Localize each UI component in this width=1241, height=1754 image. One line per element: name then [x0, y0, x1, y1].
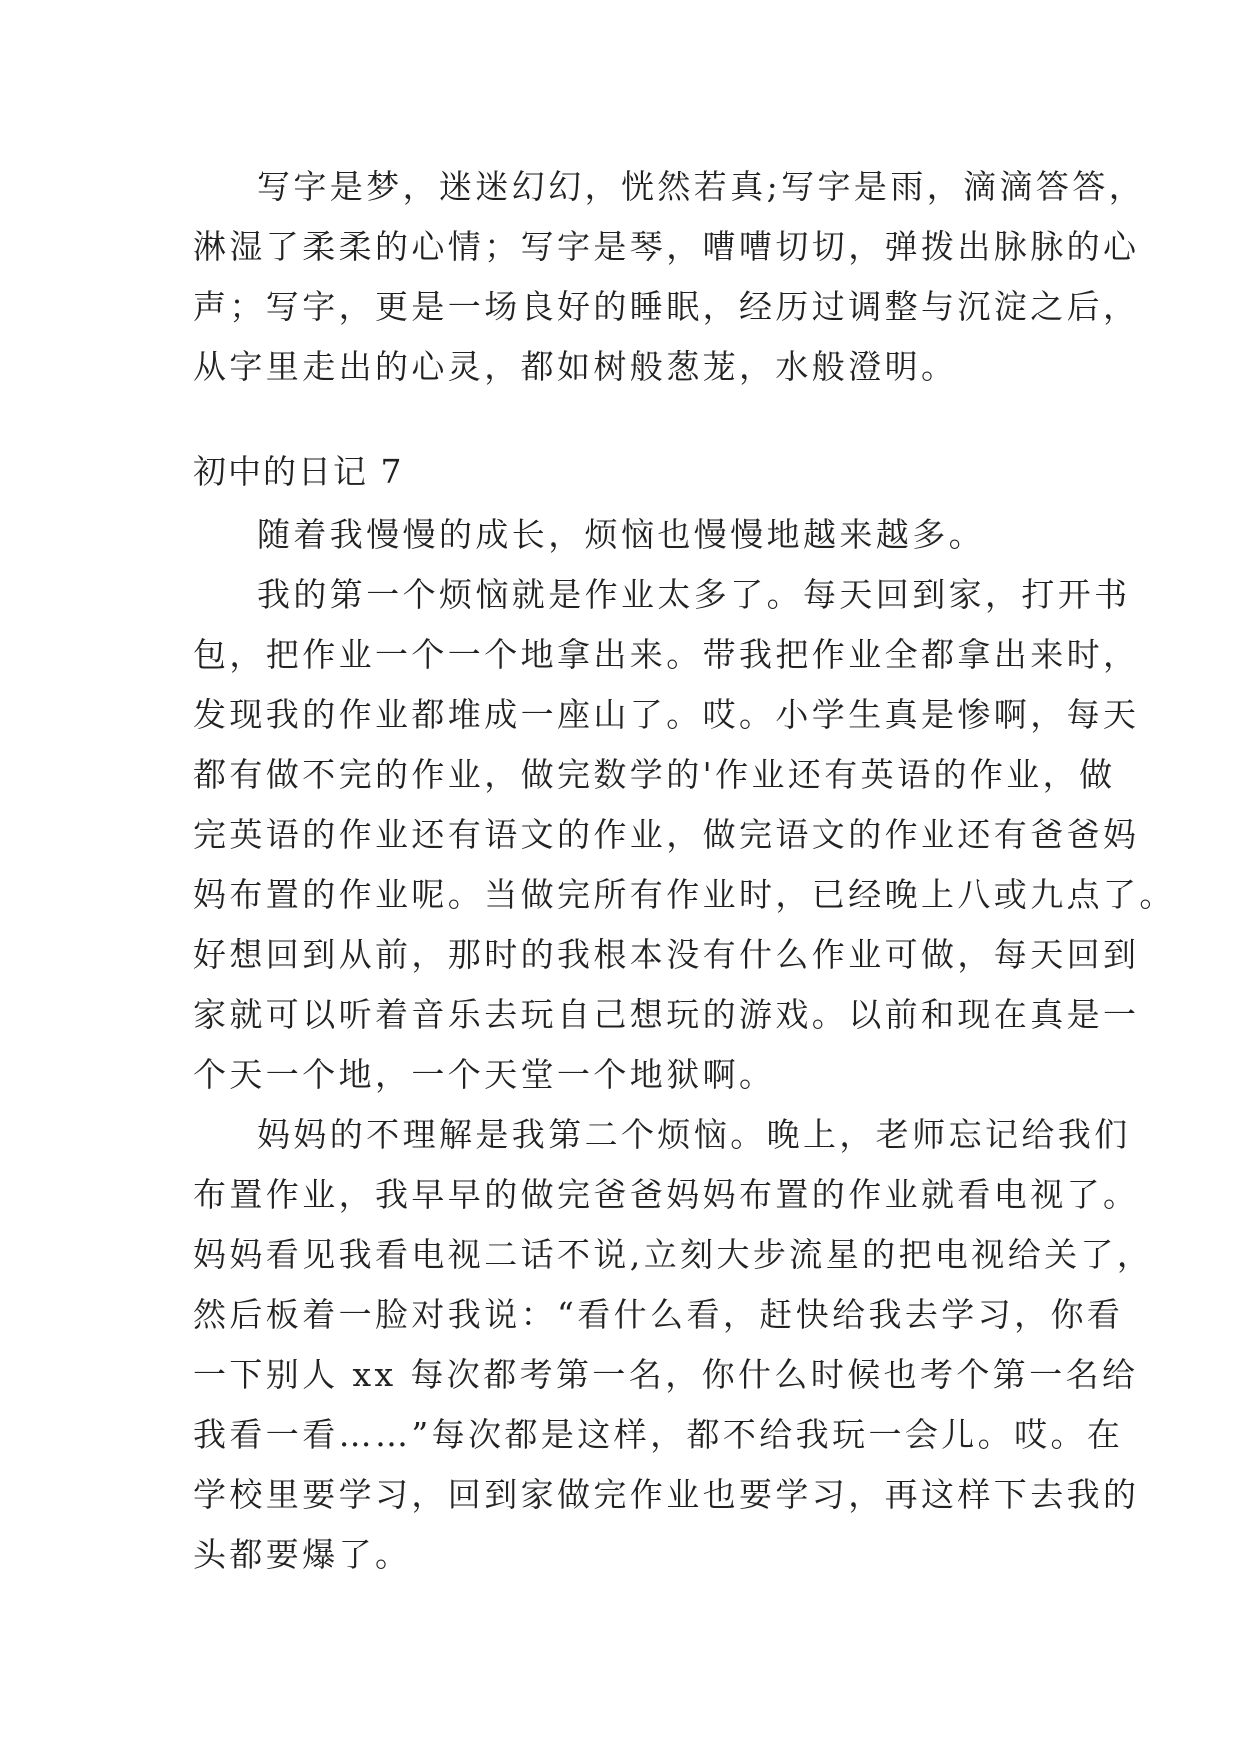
paragraph-3-line-4: 然后板着一脸对我说：“看什么看，赶快给我去学习，你看 — [193, 1295, 1124, 1334]
paragraph-3-line-6: 我看一看……”每次都是这样，都不给我玩一会儿。哎。在 — [193, 1415, 1124, 1454]
entry-title: 初中的日记 7 — [193, 452, 404, 491]
paragraph-3-line-8: 头都要爆了。 — [193, 1535, 412, 1574]
intro-line-4: 从字里走出的心灵，都如树般葱茏，水般澄明。 — [193, 347, 958, 386]
paragraph-2-line-2: 包，把作业一个一个地拿出来。带我把作业全都拿出来时， — [193, 635, 1140, 674]
paragraph-3-line-1: 妈妈的不理解是我第二个烦恼。晚上，老师忘记给我们 — [257, 1115, 1131, 1154]
paragraph-2-line-1: 我的第一个烦恼就是作业太多了。每天回到家，打开书 — [257, 575, 1131, 614]
paragraph-3-line-2: 布置作业，我早早的做完爸爸妈妈布置的作业就看电视了。 — [193, 1175, 1140, 1214]
paragraph-1-line-1: 随着我慢慢的成长，烦恼也慢慢地越来越多。 — [257, 515, 985, 554]
intro-line-1: 写字是梦，迷迷幻幻，恍然若真;写字是雨，滴滴答答， — [257, 167, 1146, 206]
paragraph-2-line-4: 都有做不完的作业，做完数学的'作业还有英语的作业，做 — [193, 755, 1116, 794]
paragraph-2-line-3: 发现我的作业都堆成一座山了。哎。小学生真是惨啊，每天 — [193, 695, 1140, 734]
intro-line-2: 淋湿了柔柔的心情；写字是琴，嘈嘈切切，弹拨出脉脉的心 — [193, 227, 1140, 266]
paragraph-3-line-5: 一下别人 xx 每次都考第一名，你什么时候也考个第一名给 — [193, 1355, 1139, 1394]
intro-line-3: 声；写字，更是一场良好的睡眠，经历过调整与沉淀之后， — [193, 287, 1140, 326]
paragraph-3-line-7: 学校里要学习，回到家做完作业也要学习，再这样下去我的 — [193, 1475, 1140, 1514]
paragraph-3-line-3: 妈妈看见我看电视二话不说,立刻大步流星的把电视给关了， — [193, 1235, 1154, 1274]
paragraph-2-line-8: 家就可以听着音乐去玩自己想玩的游戏。以前和现在真是一 — [193, 995, 1140, 1034]
paragraph-2-line-5: 完英语的作业还有语文的作业，做完语文的作业还有爸爸妈 — [193, 815, 1140, 854]
paragraph-2-line-9: 个天一个地，一个天堂一个地狱啊。 — [193, 1055, 776, 1094]
paragraph-2-line-7: 好想回到从前，那时的我根本没有什么作业可做，每天回到 — [193, 935, 1140, 974]
paragraph-2-line-6: 妈布置的作业呢。当做完所有作业时，已经晚上八或九点了。 — [193, 875, 1176, 914]
